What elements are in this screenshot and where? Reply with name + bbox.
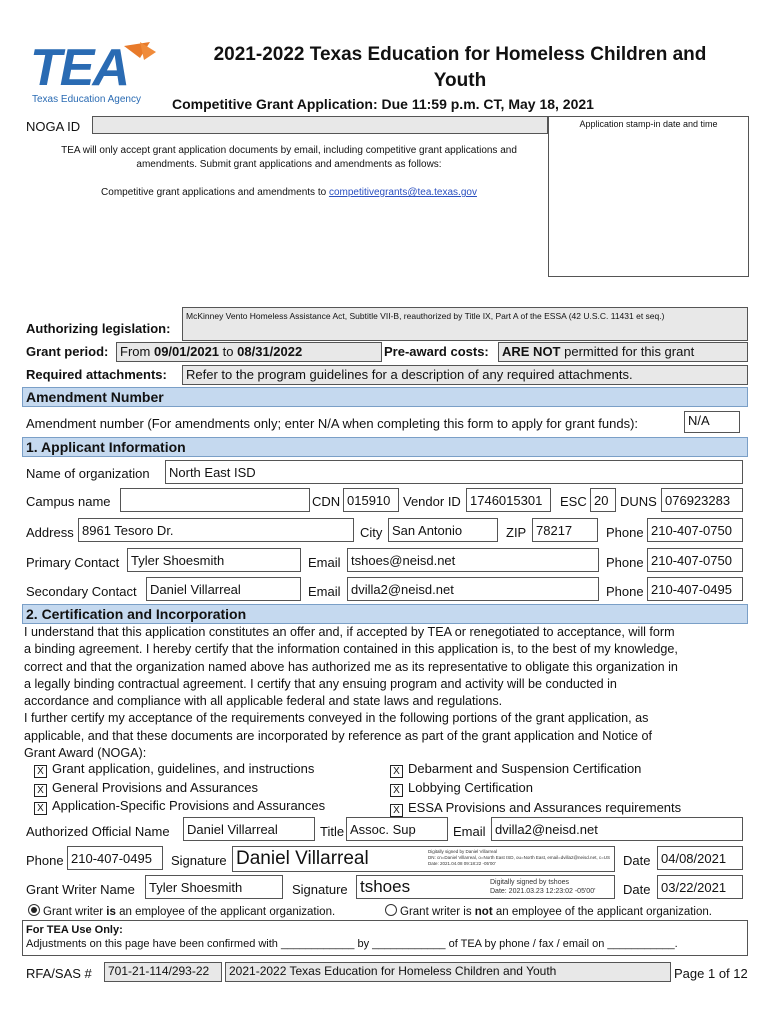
primary-email-label: Email [308,555,341,570]
preaward-value: ARE NOT [502,344,561,359]
campus-label: Campus name [26,494,111,509]
title-input[interactable]: Assoc. Sup [346,817,448,841]
primary-contact-label: Primary Contact [26,555,120,570]
phone2-label: Phone [606,555,644,570]
city-label: City [360,525,383,540]
official-signature: Daniel Villarreal [236,848,369,869]
legislation-value: McKinney Vento Homeless Assistance Act, Subtitle VII-B, reauthorized by Title IX, Part A of the ESSA (42 U.S.C. 11431 et seq.) [182,307,748,341]
cdn-input[interactable]: 015910 [343,488,399,512]
tea-use-heading: For TEA Use Only: [26,924,123,936]
cert-para1-line4: a legally binding contractual agreement. I certify that any ensuing program and activity will be conducted in [24,676,617,691]
checkbox-checked[interactable]: X [390,804,403,817]
official-email-label: Email [453,824,486,839]
stamp-label: Application stamp-in date and time [579,119,718,129]
radio-writer-is-employee[interactable]: Grant writer is an employee of the applicant organization. [28,904,335,918]
stamp-box [548,116,749,277]
esc-input[interactable]: 20 [590,488,616,512]
check-item[interactable]: X Debarment and Suspension Certification [390,760,681,779]
noga-label: NOGA ID [26,119,81,134]
phone3-label: Phone [606,584,644,599]
check-item[interactable]: X Grant application, guidelines, and instructions [34,760,325,779]
official-signature-field[interactable] [232,846,615,872]
phone1-label: Phone [606,525,644,540]
radio-selected-icon[interactable] [28,904,40,916]
checks-right [390,760,681,818]
legislation-label: Authorizing legislation: [26,321,171,336]
checkbox-checked[interactable]: X [34,765,47,778]
checkbox-checked[interactable]: X [34,802,47,815]
check-item[interactable]: X Lobbying Certification [390,779,681,798]
writer-signature: tshoes [360,877,411,896]
cert-para2-line1: I further certify my acceptance of the requirements conveyed in the following portions of the grant application, as [24,711,649,726]
cert-para1-line3: correct and that the organization named above has authorized me as its representative to obligate this organization in [24,659,678,674]
tea-use-box [22,920,748,956]
writer-date-input[interactable]: 03/22/2021 [657,875,743,899]
grant-to: 08/31/2022 [237,344,303,359]
check-item[interactable]: X ESSA Provisions and Assurances requirements [390,799,681,818]
tea-logo-agency: Texas Education Agency [32,94,141,105]
page-title: 2021-2022 Texas Education for Homeless Children and Youth [213,44,707,91]
esc-label: ESC [560,494,587,509]
check-item[interactable]: X General Provisions and Assurances [34,779,325,798]
secondary-email-label: Email [308,584,341,599]
program-name: 2021-2022 Texas Education for Homeless Children and Youth [225,962,671,982]
writer-signature-field[interactable] [356,875,615,899]
noga-input[interactable] [92,116,548,134]
tea-logo [28,38,168,108]
campus-input[interactable] [120,488,310,512]
org-label: Name of organization [26,466,150,481]
attachments-value: Refer to the program guidelines for a description of any required attachments. [182,365,748,385]
certification-text [24,624,750,762]
official-date-input[interactable]: 04/08/2021 [657,846,743,870]
phone2-input[interactable]: 210-407-0750 [647,548,743,572]
instructions-line3 [30,187,548,198]
checkbox-checked[interactable]: X [34,784,47,797]
page-number: Page 1 of 12 [674,966,748,981]
writer-signature-digital: Digitally signed by tshoes Date: 2021.03.23 12:23:02 -05'00' [490,879,596,895]
grant-period-label: Grant period: [26,344,109,359]
title-label: Title [320,824,345,839]
secondary-contact-label: Secondary Contact [26,584,137,599]
rfa-label: RFA/SAS # [26,966,92,981]
duns-input[interactable]: 076923283 [661,488,743,512]
certification-heading: 2. Certification and Incorporation [22,604,748,624]
address-label: Address [26,525,74,540]
zip-input[interactable]: 78217 [532,518,598,542]
check-item[interactable]: X Application-Specific Provisions and Assurances [34,797,325,816]
cert-para2-line3: Grant Award (NOGA): [24,746,147,761]
tea-use-line: Adjustments on this page have been confirmed with ____________ by ____________ of TEA by phone / fax / email on ___________. [26,938,678,950]
writer-input[interactable]: Tyler Shoesmith [145,875,283,899]
instructions-line2: amendments. Submit grant applications and amendments as follows: [136,159,442,170]
amendment-heading: Amendment Number [22,387,748,407]
checkbox-checked[interactable]: X [390,765,403,778]
official-signature-label: Signature [171,853,227,868]
preaward-box [498,342,748,362]
writer-label: Grant Writer Name [26,882,135,897]
preaward-suffix: permitted for this grant [564,344,695,359]
official-input[interactable]: Daniel Villarreal [183,817,315,841]
duns-label: DUNS [620,494,657,509]
secondary-contact-input[interactable]: Daniel Villarreal [146,577,301,601]
submission-email-link[interactable]: competitivegrants@tea.texas.gov [328,187,477,198]
preaward-label: Pre-award costs: [384,344,489,359]
tea-logo-letters: TEA [30,39,128,97]
cert-para1-line5: accordance and compliance with all applicable federal and state laws and regulations. [24,694,503,709]
checks-left [34,760,325,816]
city-input[interactable]: San Antonio [388,518,498,542]
attachments-label: Required attachments: [26,367,167,382]
cert-para1-line2: a binding agreement. I hereby certify that the information contained in this application is, to the best of my knowledge, [24,642,678,657]
vendor-input[interactable]: 1746015301 [466,488,551,512]
official-label: Authorized Official Name [26,824,170,839]
official-signature-digital: Digitally signed by Daniel Villarreal DN: cn=Daniel Villarreal, o=North East ISD, ou=North East, email=dvilla2@neisd.net, c=US Date: 2021.04.08 09:18:22 -05'00' [428,849,610,866]
radio-writer-not-employee[interactable]: Grant writer is not an employee of the applicant organization. [385,904,712,918]
secondary-email-input[interactable]: dvilla2@neisd.net [347,577,599,601]
phone3-input[interactable]: 210-407-0495 [647,577,743,601]
instructions [30,144,548,172]
phone1-input[interactable]: 210-407-0750 [647,518,743,542]
writer-date-label: Date [623,882,651,897]
grant-from: 09/01/2021 [153,344,220,359]
writer-signature-label: Signature [292,882,348,897]
cdn-label: CDN [312,494,341,509]
official-phone-label: Phone [26,853,64,868]
amendment-label: Amendment number (For amendments only; enter N/A when completing this form to apply for grant funds): [26,416,639,431]
amendment-input[interactable]: N/A [684,411,740,433]
org-input[interactable]: North East ISD [165,460,743,484]
cert-para2-line2: applicable, and that these documents are incorporated by reference as part of the grant application and Notice of [24,728,652,743]
official-email-input[interactable]: dvilla2@neisd.net [491,817,743,841]
radio-unselected-icon[interactable] [385,904,397,916]
cert-para1-line1: I understand that this application constitutes an offer and, if accepted by TEA or renegotiated to acceptance, will form [24,625,675,639]
address-input[interactable]: 8961 Tesoro Dr. [78,518,354,542]
applicant-heading: 1. Applicant Information [22,437,748,457]
grant-to-word: to [222,344,234,359]
primary-email-input[interactable]: tshoes@neisd.net [347,548,599,572]
primary-contact-input[interactable]: Tyler Shoesmith [127,548,301,572]
instructions-line1: TEA will only accept grant application documents by email, including competitive grant applications and [61,145,517,156]
vendor-label: Vendor ID [403,494,461,509]
instructions-prefix: Competitive grant applications and amendments to [101,187,327,198]
rfa-number: 701-21-114/293-22 [104,962,222,982]
official-phone-input[interactable]: 210-407-0495 [67,846,163,870]
grant-period-box [116,342,382,362]
zip-label: ZIP [506,525,527,540]
official-date-label: Date [623,853,651,868]
page-subtitle: Competitive Grant Application: Due 11:59 p.m. CT, May 18, 2021 [172,96,594,112]
grant-from-word: From [120,344,151,359]
checkbox-checked[interactable]: X [390,784,403,797]
